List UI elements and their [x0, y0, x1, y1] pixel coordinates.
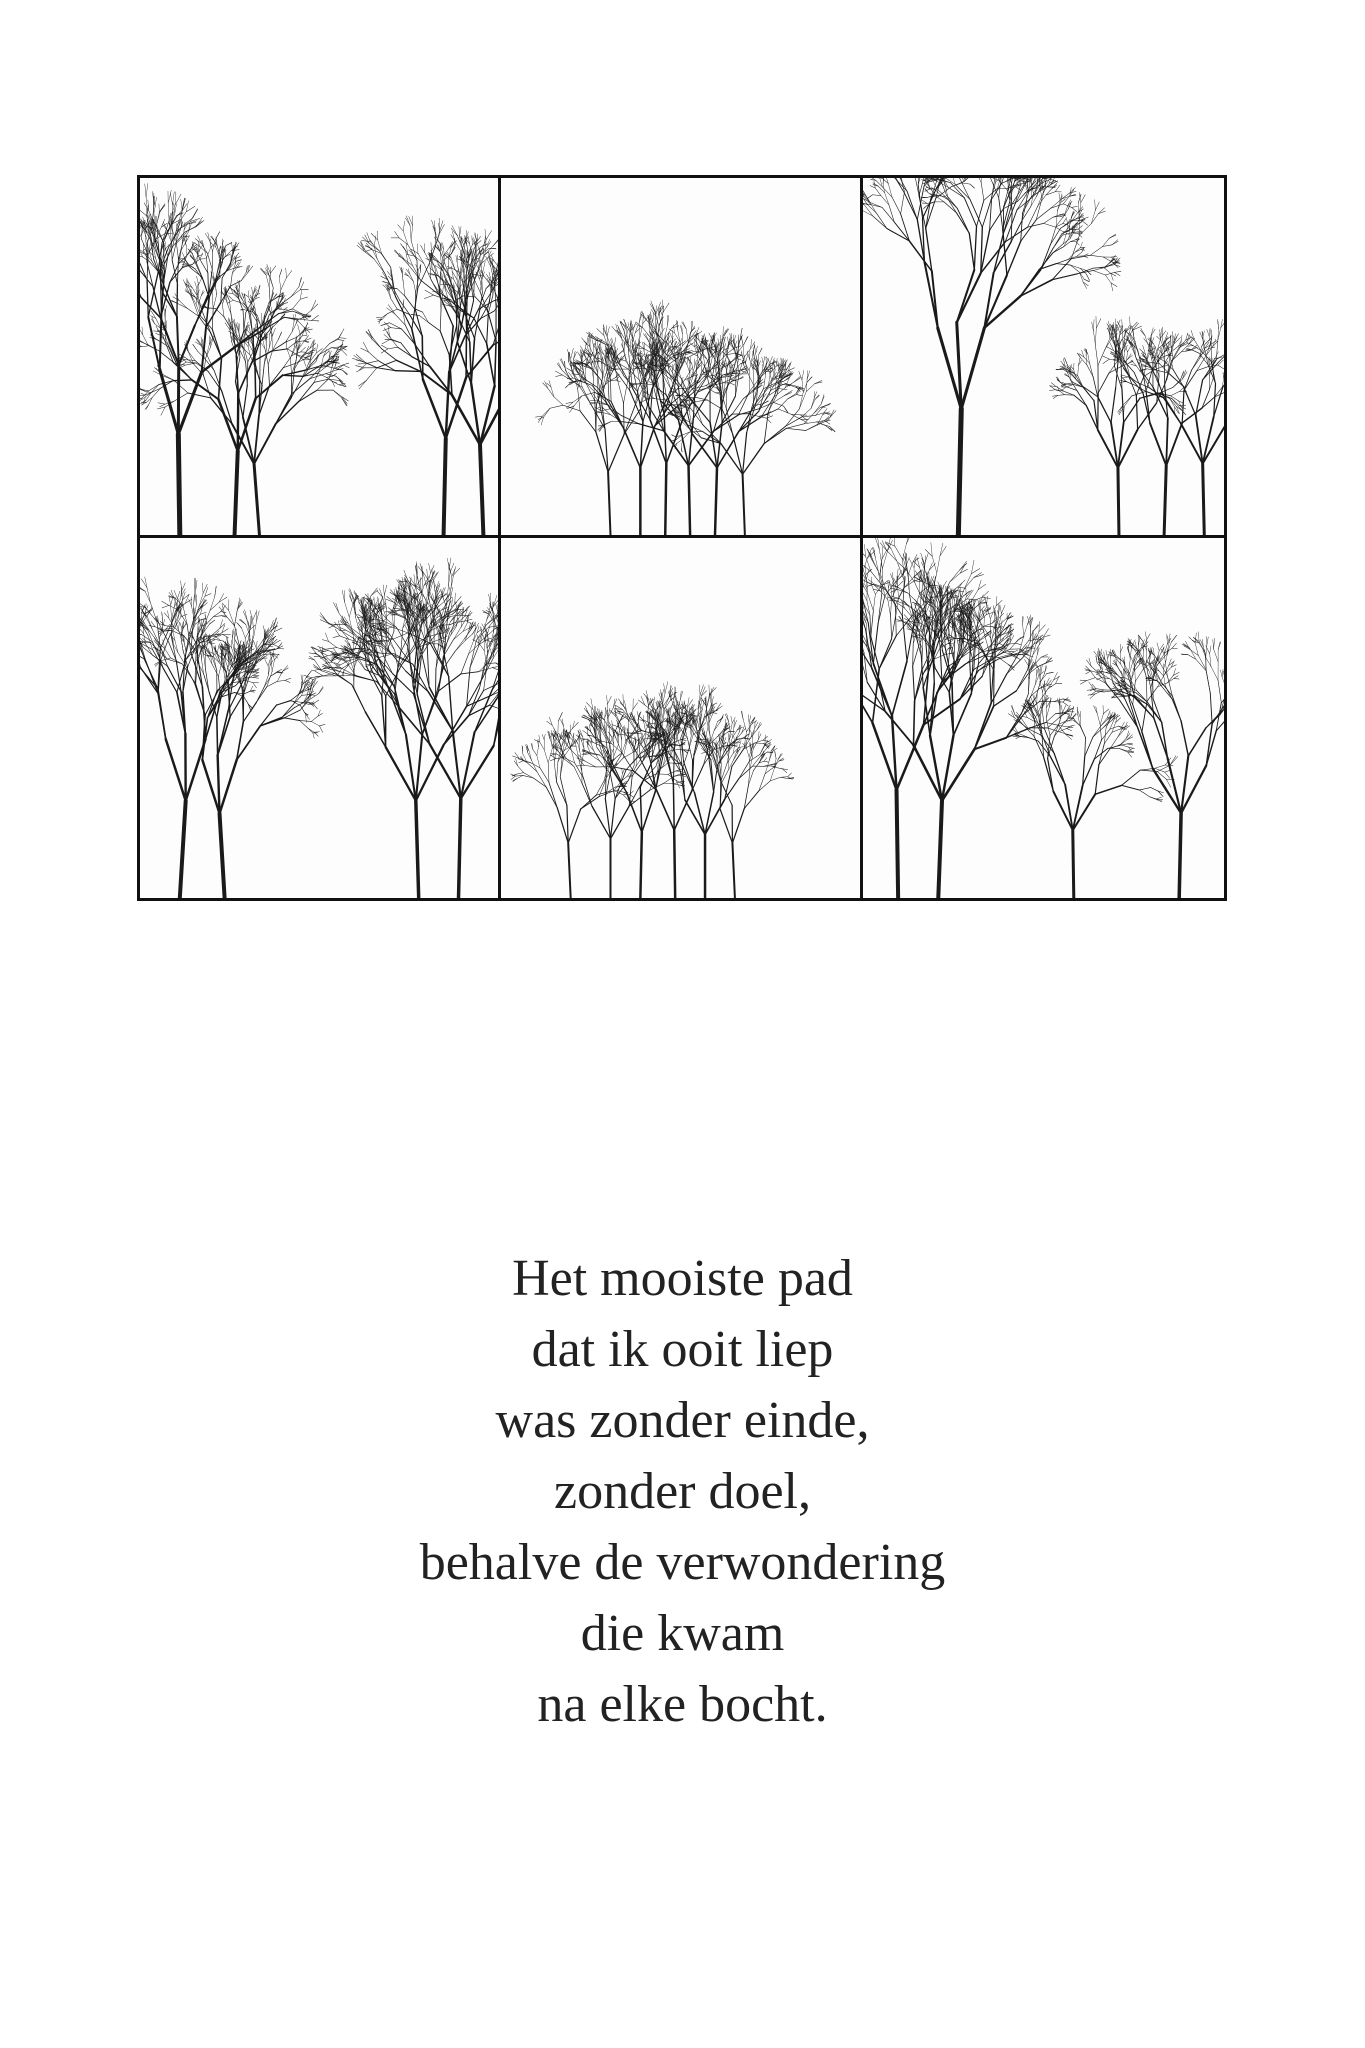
bare-tree	[304, 576, 498, 898]
tree-photo-2	[501, 178, 862, 538]
tree-photo-6	[863, 538, 1224, 898]
bare-tree	[140, 183, 319, 535]
bare-tree	[581, 682, 698, 898]
bare-tree	[645, 693, 777, 898]
bare-tree	[863, 538, 1035, 898]
bare-tree	[643, 326, 809, 535]
tree-silhouette	[501, 178, 859, 535]
poem-line: behalve de verwondering	[419, 1534, 946, 1591]
bare-tree	[863, 178, 1121, 535]
poem	[0, 1243, 1365, 1740]
tree-photo-1	[140, 178, 501, 538]
tree-silhouette	[140, 538, 498, 898]
tree-silhouette	[501, 538, 859, 898]
poem-line: zonder doel,	[553, 1463, 811, 1520]
bare-tree	[1080, 632, 1224, 898]
tree-silhouette	[863, 538, 1224, 898]
bare-tree	[352, 251, 498, 535]
tree-photo-4	[140, 538, 501, 898]
tree-silhouette	[140, 178, 498, 535]
poem-line: was zonder einde,	[495, 1392, 870, 1449]
photo-grid	[137, 175, 1227, 901]
tree-photo-5	[501, 538, 862, 898]
tree-silhouette	[863, 178, 1224, 535]
poem-line: die kwam	[580, 1605, 785, 1662]
poem-line: Het mooiste pad	[512, 1250, 853, 1307]
poem-line: dat ik ooit liep	[531, 1321, 834, 1378]
poem-line: na elke bocht.	[537, 1676, 828, 1733]
tree-photo-3	[863, 178, 1224, 538]
bare-tree	[1008, 680, 1177, 898]
bare-tree	[153, 598, 325, 898]
bare-tree	[313, 558, 498, 898]
bare-tree	[140, 577, 280, 898]
bare-tree	[357, 216, 498, 535]
